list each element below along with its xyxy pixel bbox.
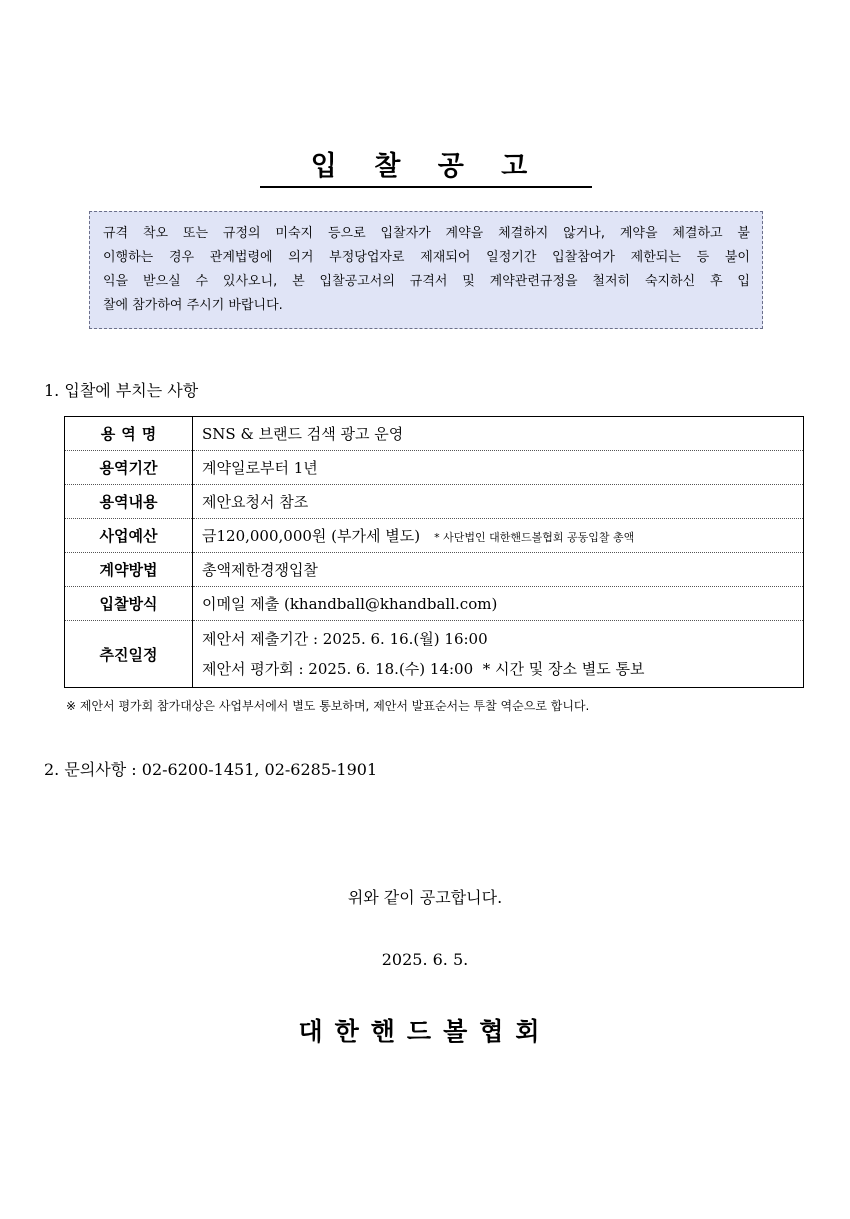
schedule-evaluation-note: * 시간 및 장소 별도 통보	[482, 660, 645, 678]
row-value: 계약일로부터 1년	[193, 451, 804, 485]
row-label: 계약방법	[65, 553, 193, 587]
evaluation-footnote: ※ 제안서 평가회 참가대상은 사업부서에서 별도 통보하며, 제안서 발표순서는 투찰 역순으로 합니다.	[66, 699, 590, 713]
title-underline	[260, 186, 592, 188]
budget-note: * 사단법인 대한핸드볼협회 공동입찰 총액	[434, 531, 635, 544]
table-row-schedule	[65, 621, 804, 688]
table-row	[65, 451, 804, 485]
row-value: 총액제한경쟁입찰	[193, 553, 804, 587]
notice-line: 규격 착오 또는 규정의 미숙지 등으로 입찰자가 계약을 체결하지 않거나, 계약을 체결하고 불	[103, 226, 750, 241]
row-label: 사업예산	[65, 519, 193, 553]
section-2-heading	[44, 757, 377, 780]
section-2-title: 문의사항	[64, 760, 127, 779]
row-label: 입찰방식	[65, 587, 193, 621]
budget-amount: 금120,000,000원 (부가세 별도)	[202, 527, 421, 545]
closing-statement: 위와 같이 공고합니다.	[347, 888, 503, 907]
document-title: 입 찰 공 고	[310, 151, 542, 182]
row-label: 용역기간	[65, 451, 193, 485]
row-value	[193, 519, 804, 553]
row-label	[65, 417, 193, 451]
section-2-number: 2.	[44, 760, 60, 779]
schedule-evaluation	[202, 654, 803, 684]
section-1-title: 입찰에 부치는 사항	[64, 381, 199, 400]
row-label-text: 용역명	[100, 425, 163, 443]
row-value: SNS & 브랜드 검색 광고 운영	[193, 417, 804, 451]
schedule-submission: 제안서 제출기간 : 2025. 6. 16.(월) 16:00	[202, 630, 488, 648]
row-value	[193, 621, 804, 688]
notice-box	[89, 211, 763, 329]
table-row	[65, 417, 804, 451]
row-label: 용역내용	[65, 485, 193, 519]
row-label: 추진일정	[65, 621, 193, 688]
row-value: 이메일 제출 (khandball@khandball.com)	[193, 587, 804, 621]
notice-line: 이행하는 경우 관계법령에 의거 부정당업자로 제재되어 일정기간 입찰참여가 제한되는 등 불이	[103, 250, 750, 265]
contact-numbers: : 02-6200-1451, 02-6285-1901	[131, 760, 378, 779]
schedule-evaluation-text: 제안서 평가회 : 2025. 6. 18.(수) 14:00	[202, 660, 474, 678]
section-1-heading	[44, 378, 198, 401]
organization-name: 대한핸드볼협회	[298, 1017, 552, 1046]
table-row	[65, 587, 804, 621]
table-row	[65, 519, 804, 553]
section-1-number: 1.	[44, 381, 60, 400]
bid-info-table	[64, 416, 804, 688]
table-row	[65, 485, 804, 519]
notice-line: 찰에 참가하여 주시기 바랍니다.	[103, 298, 283, 313]
table-row	[65, 553, 804, 587]
notice-line: 익을 받으실 수 있사오니, 본 입찰공고서의 규격서 및 계약관련규정을 철저히 숙지하신 후 입	[103, 274, 750, 289]
row-value: 제안요청서 참조	[193, 485, 804, 519]
announcement-date: 2025. 6. 5.	[381, 950, 469, 969]
